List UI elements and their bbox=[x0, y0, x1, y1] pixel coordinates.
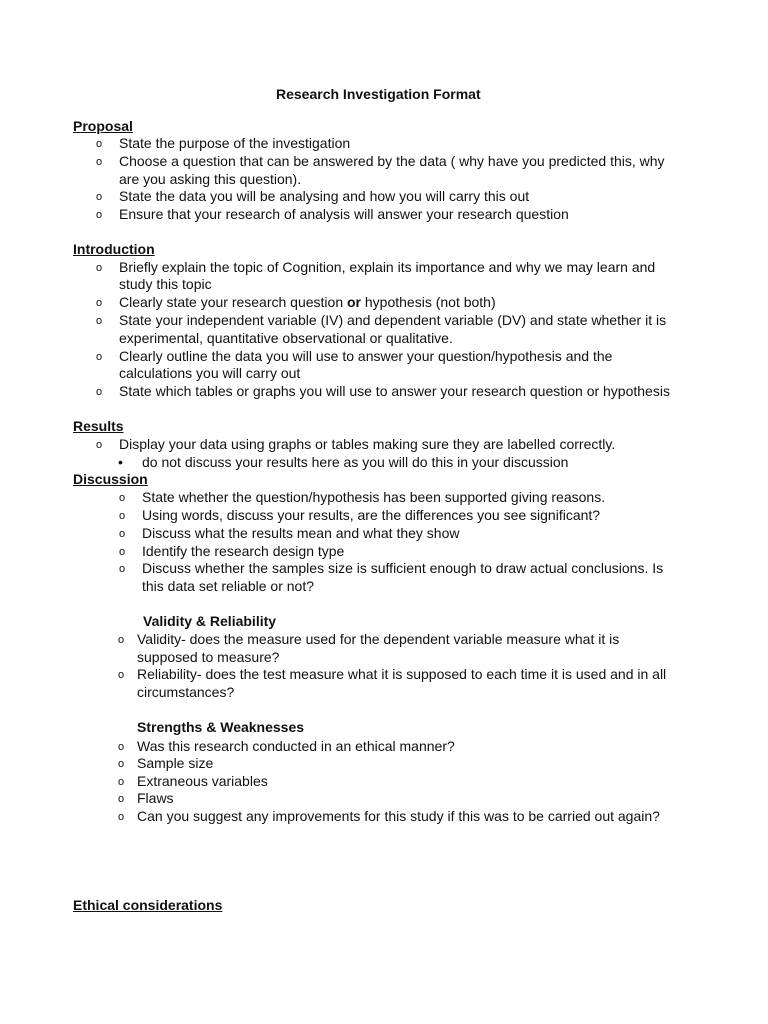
discussion-item: State whether the question/hypothesis has been supported giving reasons. bbox=[142, 489, 606, 505]
introduction-item: Clearly outline the data you will use to answer your question/hypothesis and the bbox=[119, 348, 613, 364]
discussion-heading: Discussion bbox=[73, 471, 148, 487]
list-marker: o bbox=[96, 262, 103, 274]
discussion-item: Using words, discuss your results, are the differences you see significant? bbox=[142, 507, 601, 523]
list-marker: o bbox=[118, 758, 125, 770]
list-marker: o bbox=[96, 138, 103, 150]
results-subitem: do not discuss your results here as you will do this in your discussion bbox=[142, 454, 569, 470]
list-marker: o bbox=[96, 297, 103, 309]
list-marker: o bbox=[118, 634, 125, 646]
list-marker: o bbox=[119, 510, 126, 522]
proposal-item: State the purpose of the investigation bbox=[119, 135, 351, 151]
results-heading: Results bbox=[73, 418, 124, 434]
strengths-item: Was this research conducted in an ethical manner? bbox=[137, 738, 455, 754]
introduction-item-continuation: experimental, quantitative observational or qualitative. bbox=[119, 330, 453, 346]
strengths-item: Sample size bbox=[137, 755, 214, 771]
list-marker: o bbox=[119, 492, 126, 504]
introduction-item-continuation: calculations you will carry out bbox=[119, 365, 301, 381]
introduction-item-continuation: study this topic bbox=[119, 276, 212, 292]
introduction-item: State which tables or graphs you will use to answer your research question or hypothesis bbox=[119, 383, 670, 399]
discussion-item: Identify the research design type bbox=[142, 543, 345, 559]
list-marker: o bbox=[119, 528, 126, 540]
strengths-item: Can you suggest any improvements for this study if this was to be carried out again? bbox=[137, 808, 660, 824]
list-marker: o bbox=[118, 776, 125, 788]
validity-item-continuation: circumstances? bbox=[137, 684, 235, 700]
introduction-item-text: hypothesis (not both) bbox=[364, 294, 496, 310]
proposal-heading: Proposal bbox=[73, 118, 133, 134]
proposal-item: State the data you will be analysing and how you will carry this out bbox=[119, 188, 530, 204]
validity-item: Validity- does the measure used for the dependent variable measure what it is bbox=[137, 631, 620, 647]
list-marker: o bbox=[96, 439, 103, 451]
proposal-item: Ensure that your research of analysis will answer your research question bbox=[119, 206, 569, 222]
list-marker: o bbox=[118, 811, 125, 823]
ethical-heading: Ethical considerations bbox=[73, 897, 223, 913]
strengths-item: Flaws bbox=[137, 790, 174, 806]
validity-item: Reliability- does the test measure what it is supposed to each time it is used and in all bbox=[137, 666, 667, 682]
list-marker: o bbox=[119, 546, 126, 558]
results-item: Display your data using graphs or tables making sure they are labelled correctly. bbox=[119, 436, 616, 452]
validity-heading: Validity & Reliability bbox=[143, 613, 277, 629]
strengths-item: Extraneous variables bbox=[137, 773, 268, 789]
introduction-item bbox=[119, 294, 496, 311]
list-marker: o bbox=[96, 156, 103, 168]
list-marker: o bbox=[96, 315, 103, 327]
introduction-item: State your independent variable (IV) and dependent variable (DV) and state whether it is bbox=[119, 312, 667, 328]
list-marker: o bbox=[118, 741, 125, 753]
list-marker: o bbox=[118, 669, 125, 681]
strengths-heading: Strengths & Weaknesses bbox=[137, 719, 305, 735]
proposal-item-continuation: are you asking this question). bbox=[119, 171, 302, 187]
list-marker: o bbox=[96, 191, 103, 203]
proposal-item: Choose a question that can be answered by the data ( why have you predicted this, why bbox=[119, 153, 665, 169]
list-marker: o bbox=[96, 351, 103, 363]
introduction-item: Briefly explain the topic of Cognition, explain its importance and why we may learn and bbox=[119, 259, 656, 275]
discussion-item: Discuss what the results mean and what they show bbox=[142, 525, 460, 541]
list-marker: o bbox=[118, 793, 125, 805]
document-title: Research Investigation Format bbox=[276, 86, 481, 102]
emphasis-text: or bbox=[347, 294, 361, 310]
list-marker: o bbox=[96, 209, 103, 221]
validity-item-continuation: supposed to measure? bbox=[137, 649, 280, 665]
list-marker: o bbox=[119, 563, 126, 575]
introduction-heading: Introduction bbox=[73, 241, 155, 257]
bullet-marker: • bbox=[118, 454, 123, 470]
list-marker: o bbox=[96, 386, 103, 398]
introduction-item-text: Clearly state your research question bbox=[119, 294, 344, 310]
discussion-item: Discuss whether the samples size is sufficient enough to draw actual conclusions. Is bbox=[142, 560, 664, 576]
discussion-item-continuation: this data set reliable or not? bbox=[142, 578, 314, 594]
